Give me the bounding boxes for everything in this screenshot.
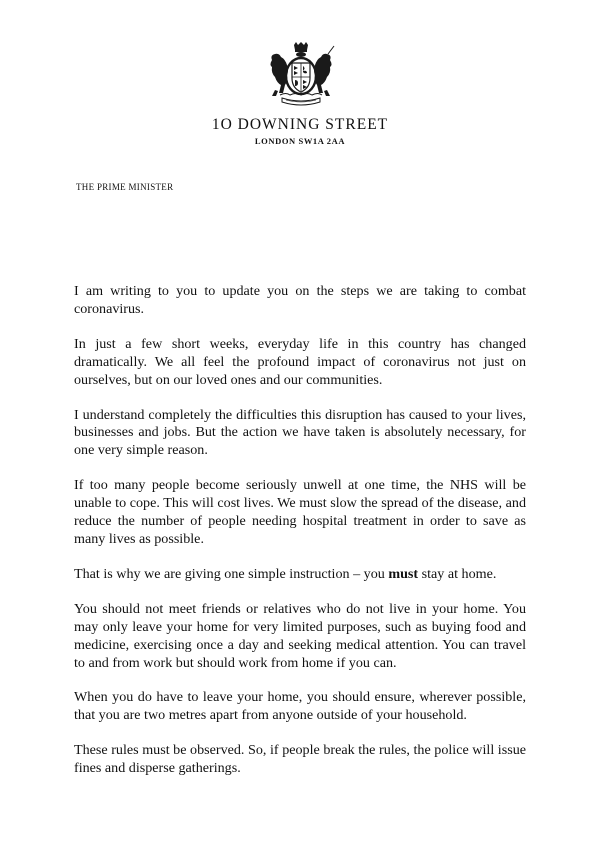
instruction-emphasis: must — [388, 565, 419, 582]
sender-title: THE PRIME MINISTER — [76, 182, 174, 192]
body-paragraph-instruction — [74, 566, 526, 584]
body-paragraph: If too many people become seriously unwell at one time, the NHS will be unable to cope. This will cost lives. We must slow the spread of the disease, and reduce the number of people needing hospital treatment in order to save as many lives as possible. — [74, 477, 526, 547]
body-paragraph: When you do have to leave your home, you should ensure, wherever possible, that you are two metres apart from anyone outside of your household. — [74, 689, 526, 724]
instruction-text-after: stay at home. — [418, 565, 497, 582]
letterhead-address-line1: 1O DOWNING STREET — [211, 116, 389, 133]
body-paragraph: In just a few short weeks, everyday life in this country has changed dramatically. We all feel the profound impact of coronavirus not just on ourselves, but on our loved ones and our communities. — [74, 335, 526, 388]
letterhead-address-line2: LONDON SW1A 2AA — [254, 136, 346, 146]
royal-coat-of-arms-icon — [266, 42, 336, 108]
instruction-text-before: That is why we are giving one simple instruction – you — [74, 565, 389, 582]
body-paragraph: You should not meet friends or relatives who do not live in your home. You may only leave your home for very limited purposes, such as buying food and medicine, exercising once a day and seeking medical attention. You can travel to and from work but should work from home if you can. — [74, 600, 526, 671]
body-paragraph: I understand completely the difficulties this disruption has caused to your lives, businesses and jobs. But the action we have taken is absolutely necessary, for one very simple reason. — [74, 406, 526, 459]
body-paragraph: I am writing to you to update you on the steps we are taking to combat coronavirus. — [74, 283, 526, 317]
letter-body — [74, 283, 526, 795]
body-paragraph: These rules must be observed. So, if people break the rules, the police will issue fines and disperse gatherings. — [74, 742, 526, 777]
